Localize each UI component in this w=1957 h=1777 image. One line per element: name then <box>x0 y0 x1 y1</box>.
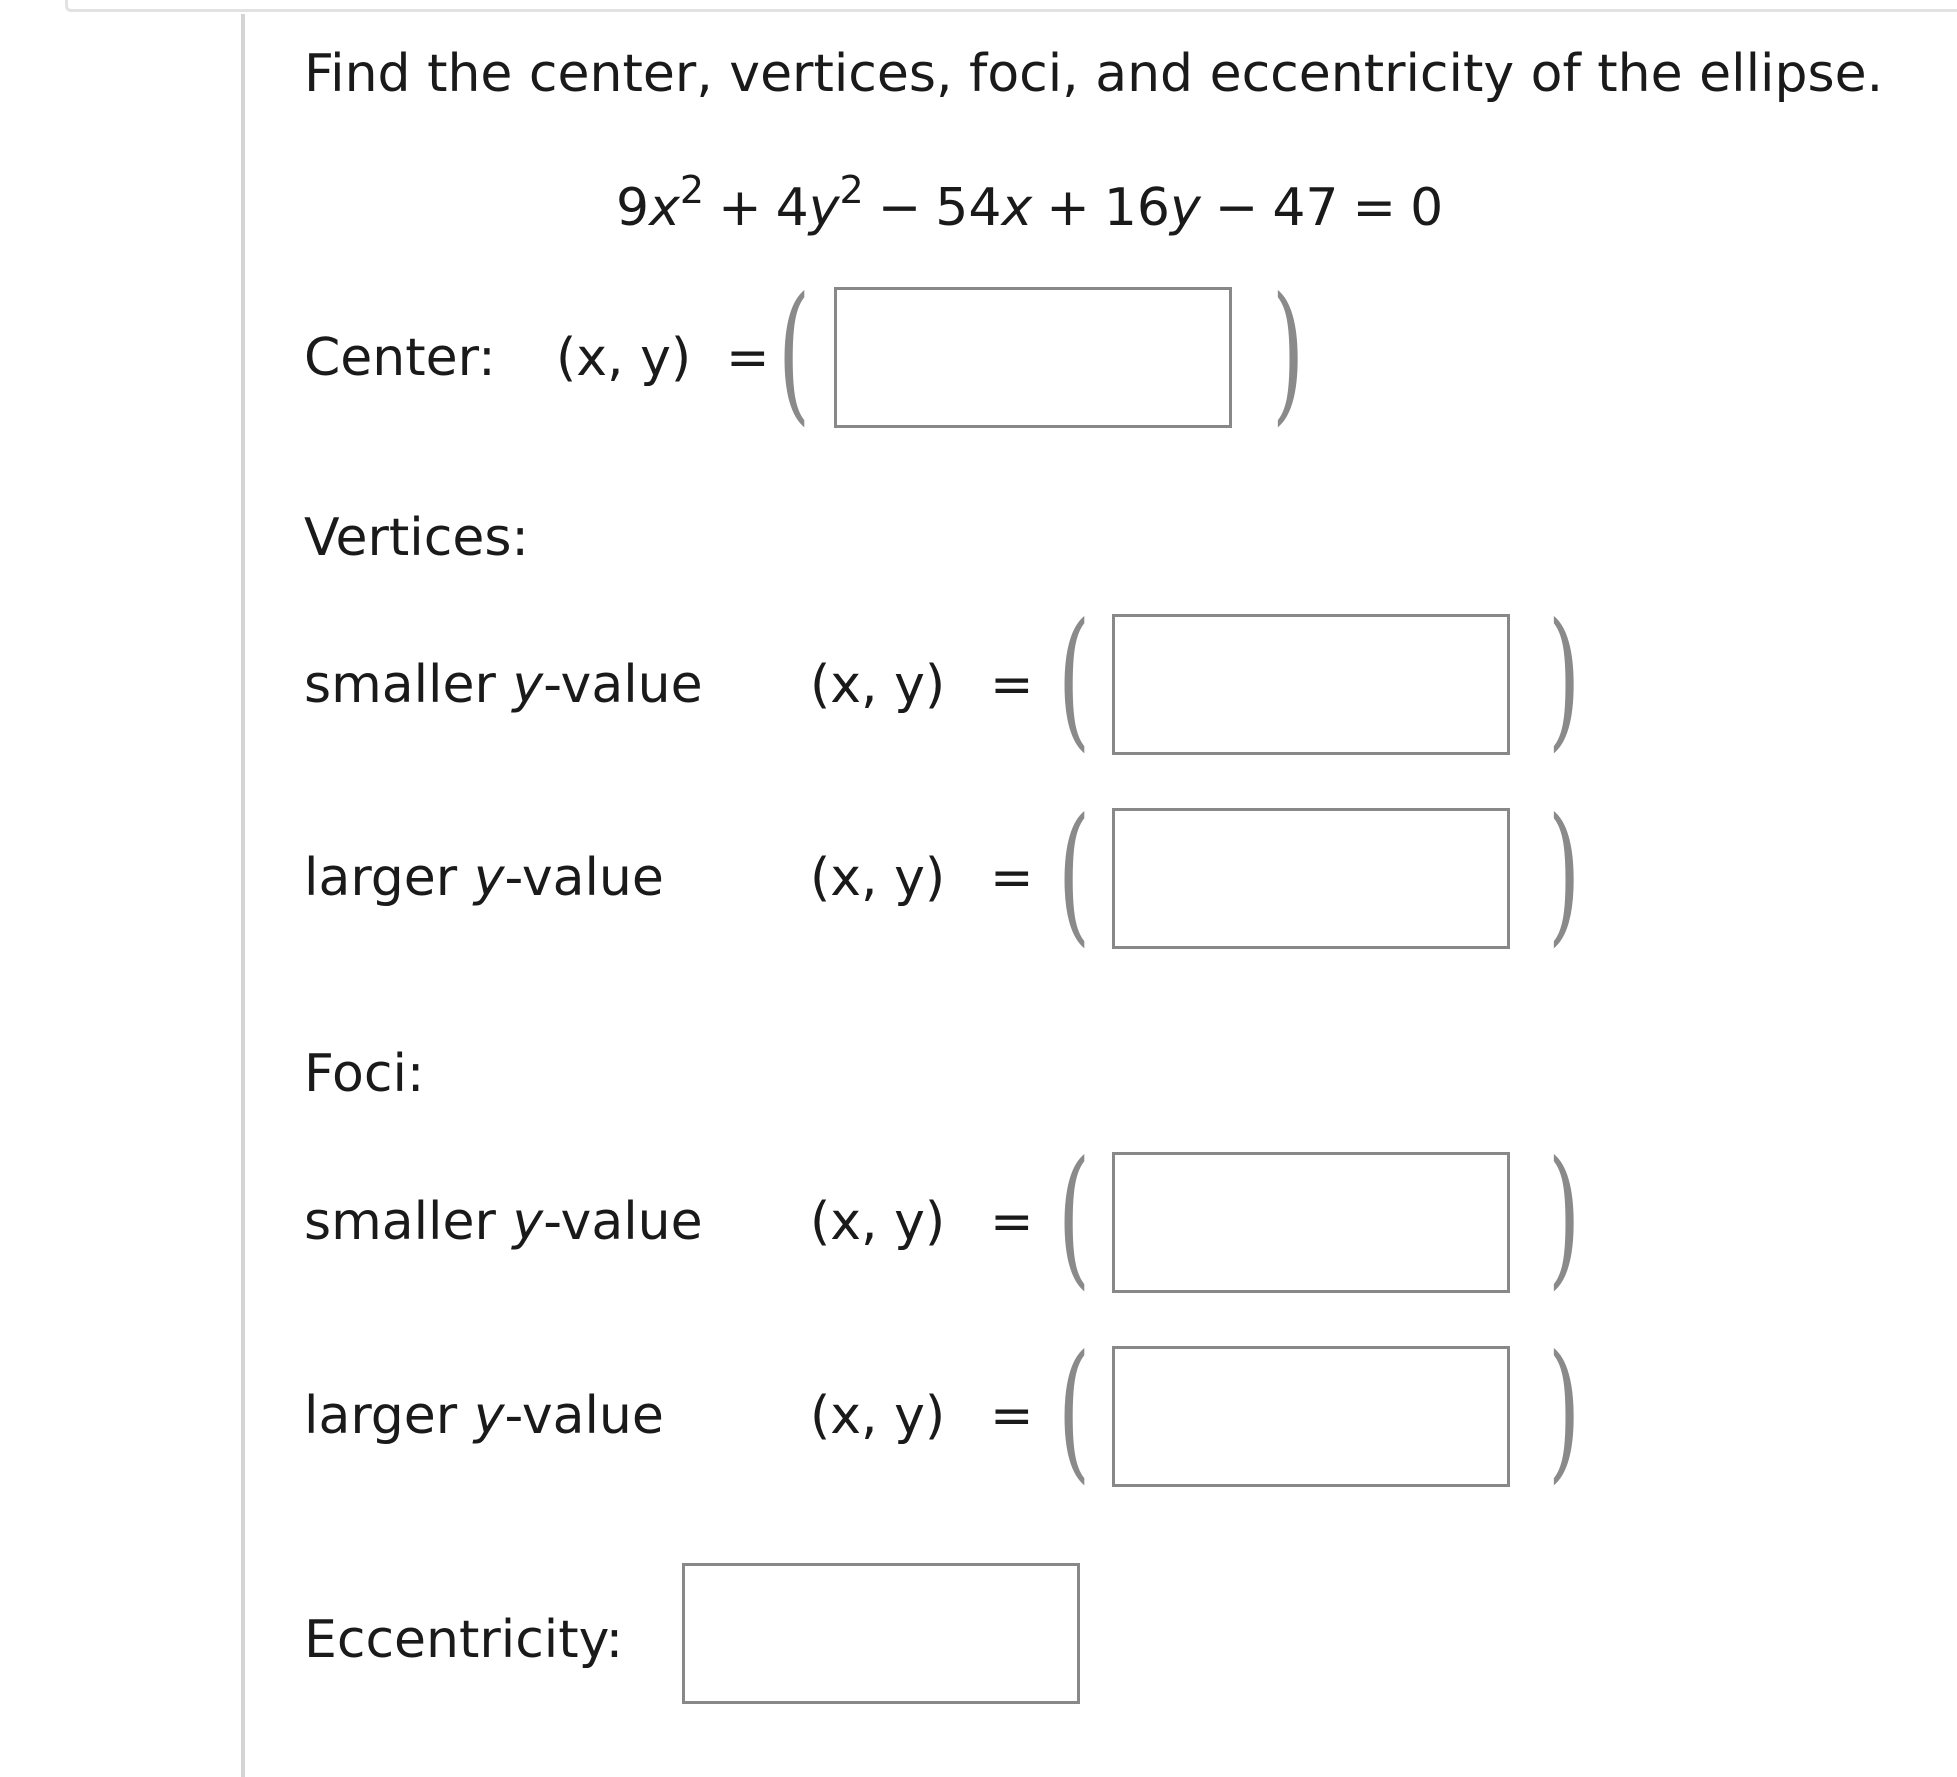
vertex-smaller-input[interactable] <box>1112 614 1510 755</box>
vertex-larger-open-paren: ( <box>1058 787 1091 961</box>
center-label: Center: <box>304 328 496 388</box>
vertex-larger-close-paren: ) <box>1548 787 1581 961</box>
eq-term3-coef: 54 <box>935 178 1002 238</box>
focus-larger-close-paren: ) <box>1548 1324 1581 1498</box>
vertex-larger-label: larger y-value <box>304 848 664 908</box>
vertices-heading: Vertices: <box>304 508 529 568</box>
eq-term2-coef: 4 <box>775 178 809 238</box>
eq-op4: − <box>1214 178 1259 238</box>
focus-larger-label: larger y-value <box>304 1386 664 1446</box>
focus-smaller-open-paren: ( <box>1058 1130 1091 1304</box>
focus-larger-open-paren: ( <box>1058 1324 1091 1498</box>
vertex-larger-coord-label: (x, y) <box>810 848 946 908</box>
foci-heading: Foci: <box>304 1044 425 1104</box>
eq-term1-exp: 2 <box>679 167 705 212</box>
eccentricity-input[interactable] <box>682 1563 1080 1704</box>
vertex-smaller-close-paren: ) <box>1548 592 1581 766</box>
eq-constant: 47 <box>1272 178 1339 238</box>
left-panel-border <box>241 14 245 1777</box>
eq-op3: + <box>1046 178 1090 238</box>
focus-smaller-equals: = <box>990 1192 1034 1252</box>
focus-larger-equals: = <box>990 1386 1034 1446</box>
eq-term2-exp: 2 <box>839 167 864 212</box>
center-coord-label: (x, y) <box>556 328 692 388</box>
focus-smaller-coord-label: (x, y) <box>810 1192 946 1252</box>
ellipse-equation <box>616 167 1444 238</box>
eq-term1-var: x <box>649 178 680 238</box>
eq-term3-var: x <box>1001 178 1033 238</box>
vertex-larger-input[interactable] <box>1112 808 1510 949</box>
vertex-smaller-coord-label: (x, y) <box>810 655 946 715</box>
focus-smaller-close-paren: ) <box>1548 1130 1581 1304</box>
vertex-smaller-equals: = <box>990 655 1034 715</box>
vertex-larger-equals: = <box>990 848 1034 908</box>
focus-smaller-input[interactable] <box>1112 1152 1510 1293</box>
eq-term1-coef: 9 <box>616 178 650 238</box>
top-panel-border <box>65 0 1957 12</box>
eq-term4-coef: 16 <box>1103 178 1170 238</box>
vertex-smaller-open-paren: ( <box>1058 592 1091 766</box>
center-close-paren: ) <box>1272 266 1305 440</box>
eq-term4-var: y <box>1169 178 1201 238</box>
question-text: Find the center, vertices, foci, and eccentricity of the ellipse. <box>304 44 1884 104</box>
center-equals: = <box>726 328 770 388</box>
focus-smaller-label: smaller y-value <box>304 1192 703 1252</box>
center-input[interactable] <box>834 287 1232 428</box>
focus-larger-input[interactable] <box>1112 1346 1510 1487</box>
eq-rhs: 0 <box>1410 178 1444 238</box>
eq-op2: − <box>877 178 922 238</box>
vertex-smaller-label: smaller y-value <box>304 655 703 715</box>
eq-op1: + <box>718 178 762 238</box>
focus-larger-coord-label: (x, y) <box>810 1386 946 1446</box>
eq-equals: = <box>1352 178 1397 238</box>
eq-term2-var: y <box>808 178 840 238</box>
eccentricity-label: Eccentricity: <box>304 1610 624 1670</box>
center-open-paren: ( <box>778 266 811 440</box>
